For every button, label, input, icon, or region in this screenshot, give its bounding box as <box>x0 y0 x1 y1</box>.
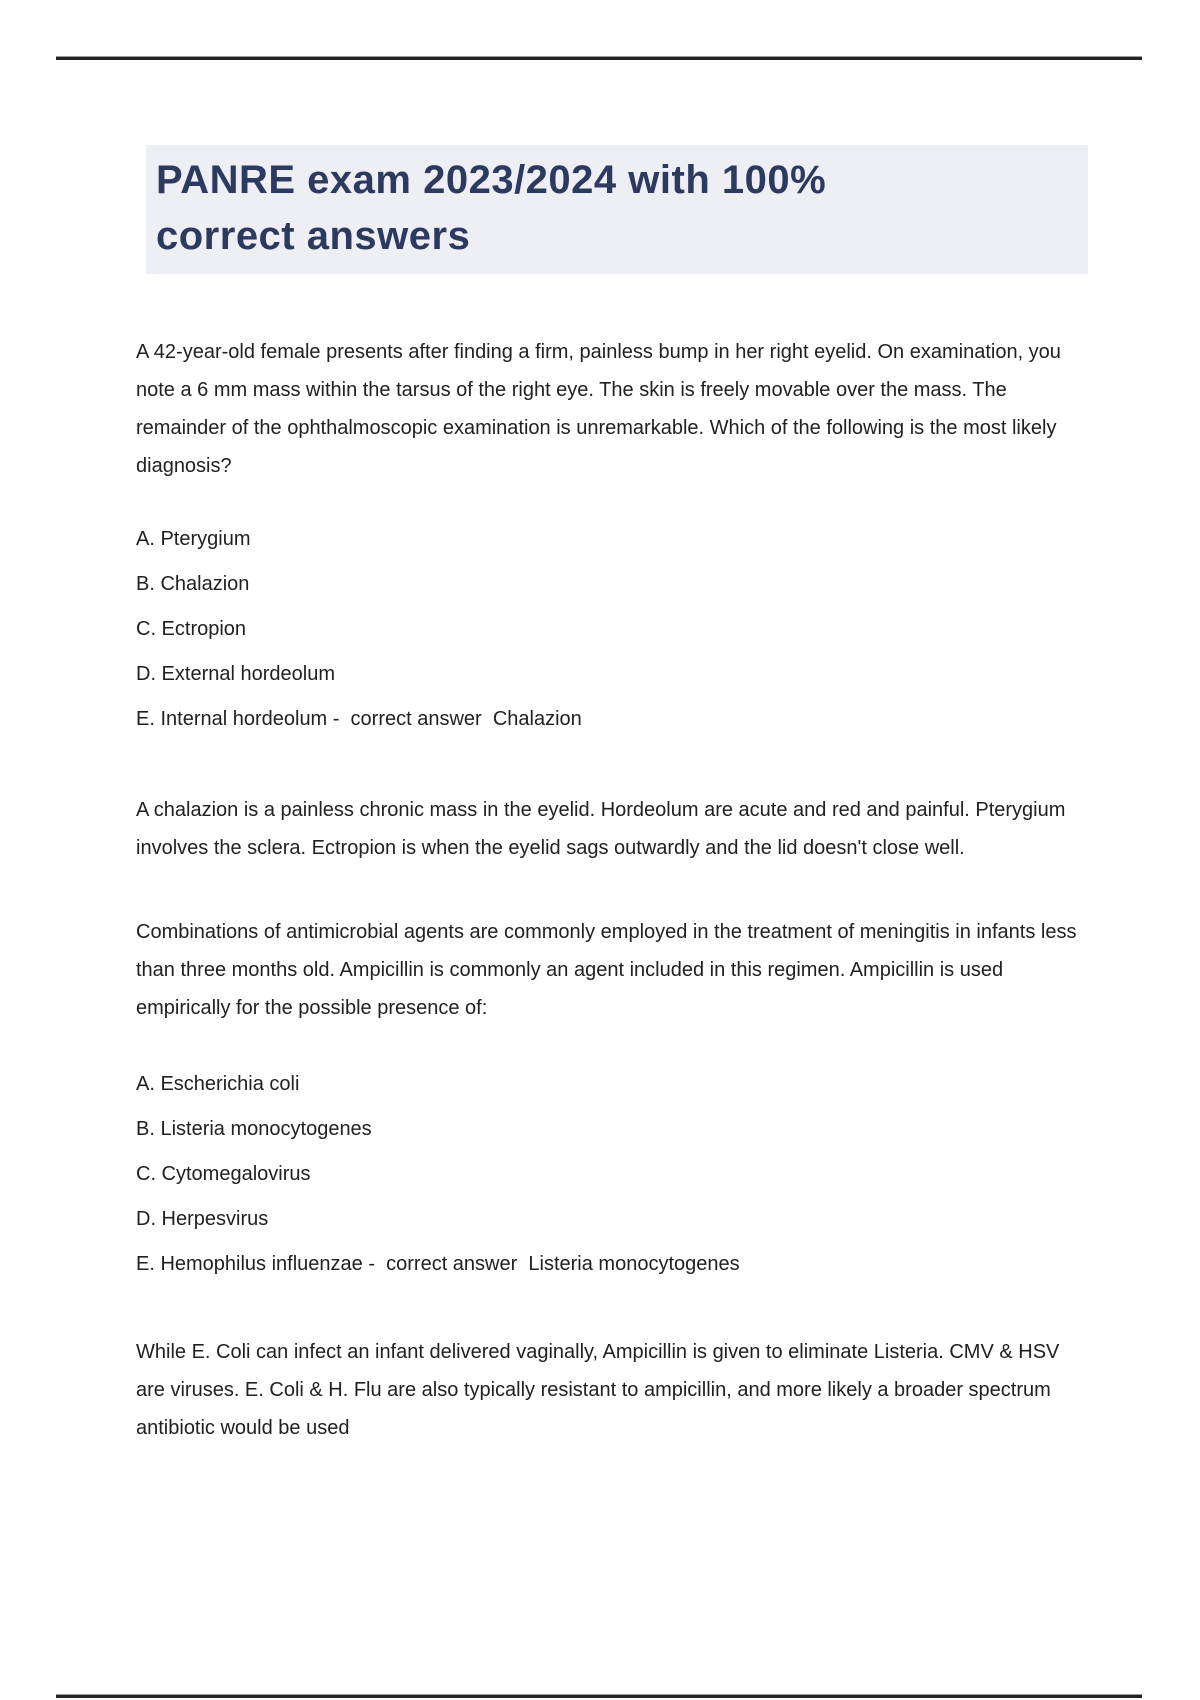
question-2-option-e: E. Hemophilus influenzae - correct answer Listeria monocytogenes <box>136 1253 740 1275</box>
question-2-prompt: Combinations of antimicrobial agents are commonly employed in the treatment of meningitis in infants less than three months old. Ampicillin is commonly an agent included in this regimen. Ampicillin is used empirically for the possible presence of: <box>136 921 1077 1019</box>
question-2-explanation: While E. Coli can infect an infant delivered vaginally, Ampicillin is given to eliminate Listeria. CMV & HSV are viruses. E. Coli & H. Flu are also typically resistant to ampicillin, and more likely a broader spectrum antibiotic would be used <box>136 1341 1060 1439</box>
title-block <box>146 145 1088 274</box>
top-divider <box>56 56 1142 60</box>
question-1-explanation: A chalazion is a painless chronic mass in the eyelid. Hordeolum are acute and red and painful. Pterygium involves the sclera. Ectropion is when the eyelid sags outwardly and the lid doesn't close well. <box>136 799 1066 859</box>
question-1-option-d: D. External hordeolum <box>136 663 335 685</box>
question-2-option-b: B. Listeria monocytogenes <box>136 1118 372 1140</box>
bottom-divider <box>56 1694 1142 1698</box>
question-1-option-c: C. Ectropion <box>136 618 247 640</box>
question-2-option-a: A. Escherichia coli <box>136 1073 300 1095</box>
question-1-options <box>136 517 1086 742</box>
question-1-option-b: B. Chalazion <box>136 573 250 595</box>
question-1-option-a: A. Pterygium <box>136 528 251 550</box>
question-1-prompt: A 42-year-old female presents after finding a firm, painless bump in her right eyelid. On examination, you note a 6 mm mass within the tarsus of the right eye. The skin is freely movable over the mass. The remainder of the ophthalmoscopic examination is unremarkable. Which of the following is the most likely diagnosis? <box>136 341 1061 477</box>
page-title-line-1: PANRE exam 2023/2024 with 100% <box>156 158 827 202</box>
page-title-line-2: correct answers <box>156 214 471 258</box>
question-1-option-e: E. Internal hordeolum - correct answer Chalazion <box>136 708 582 730</box>
question-2-options <box>136 1062 1086 1287</box>
question-2-option-d: D. Herpesvirus <box>136 1208 269 1230</box>
question-2-option-c: C. Cytomegalovirus <box>136 1163 311 1185</box>
